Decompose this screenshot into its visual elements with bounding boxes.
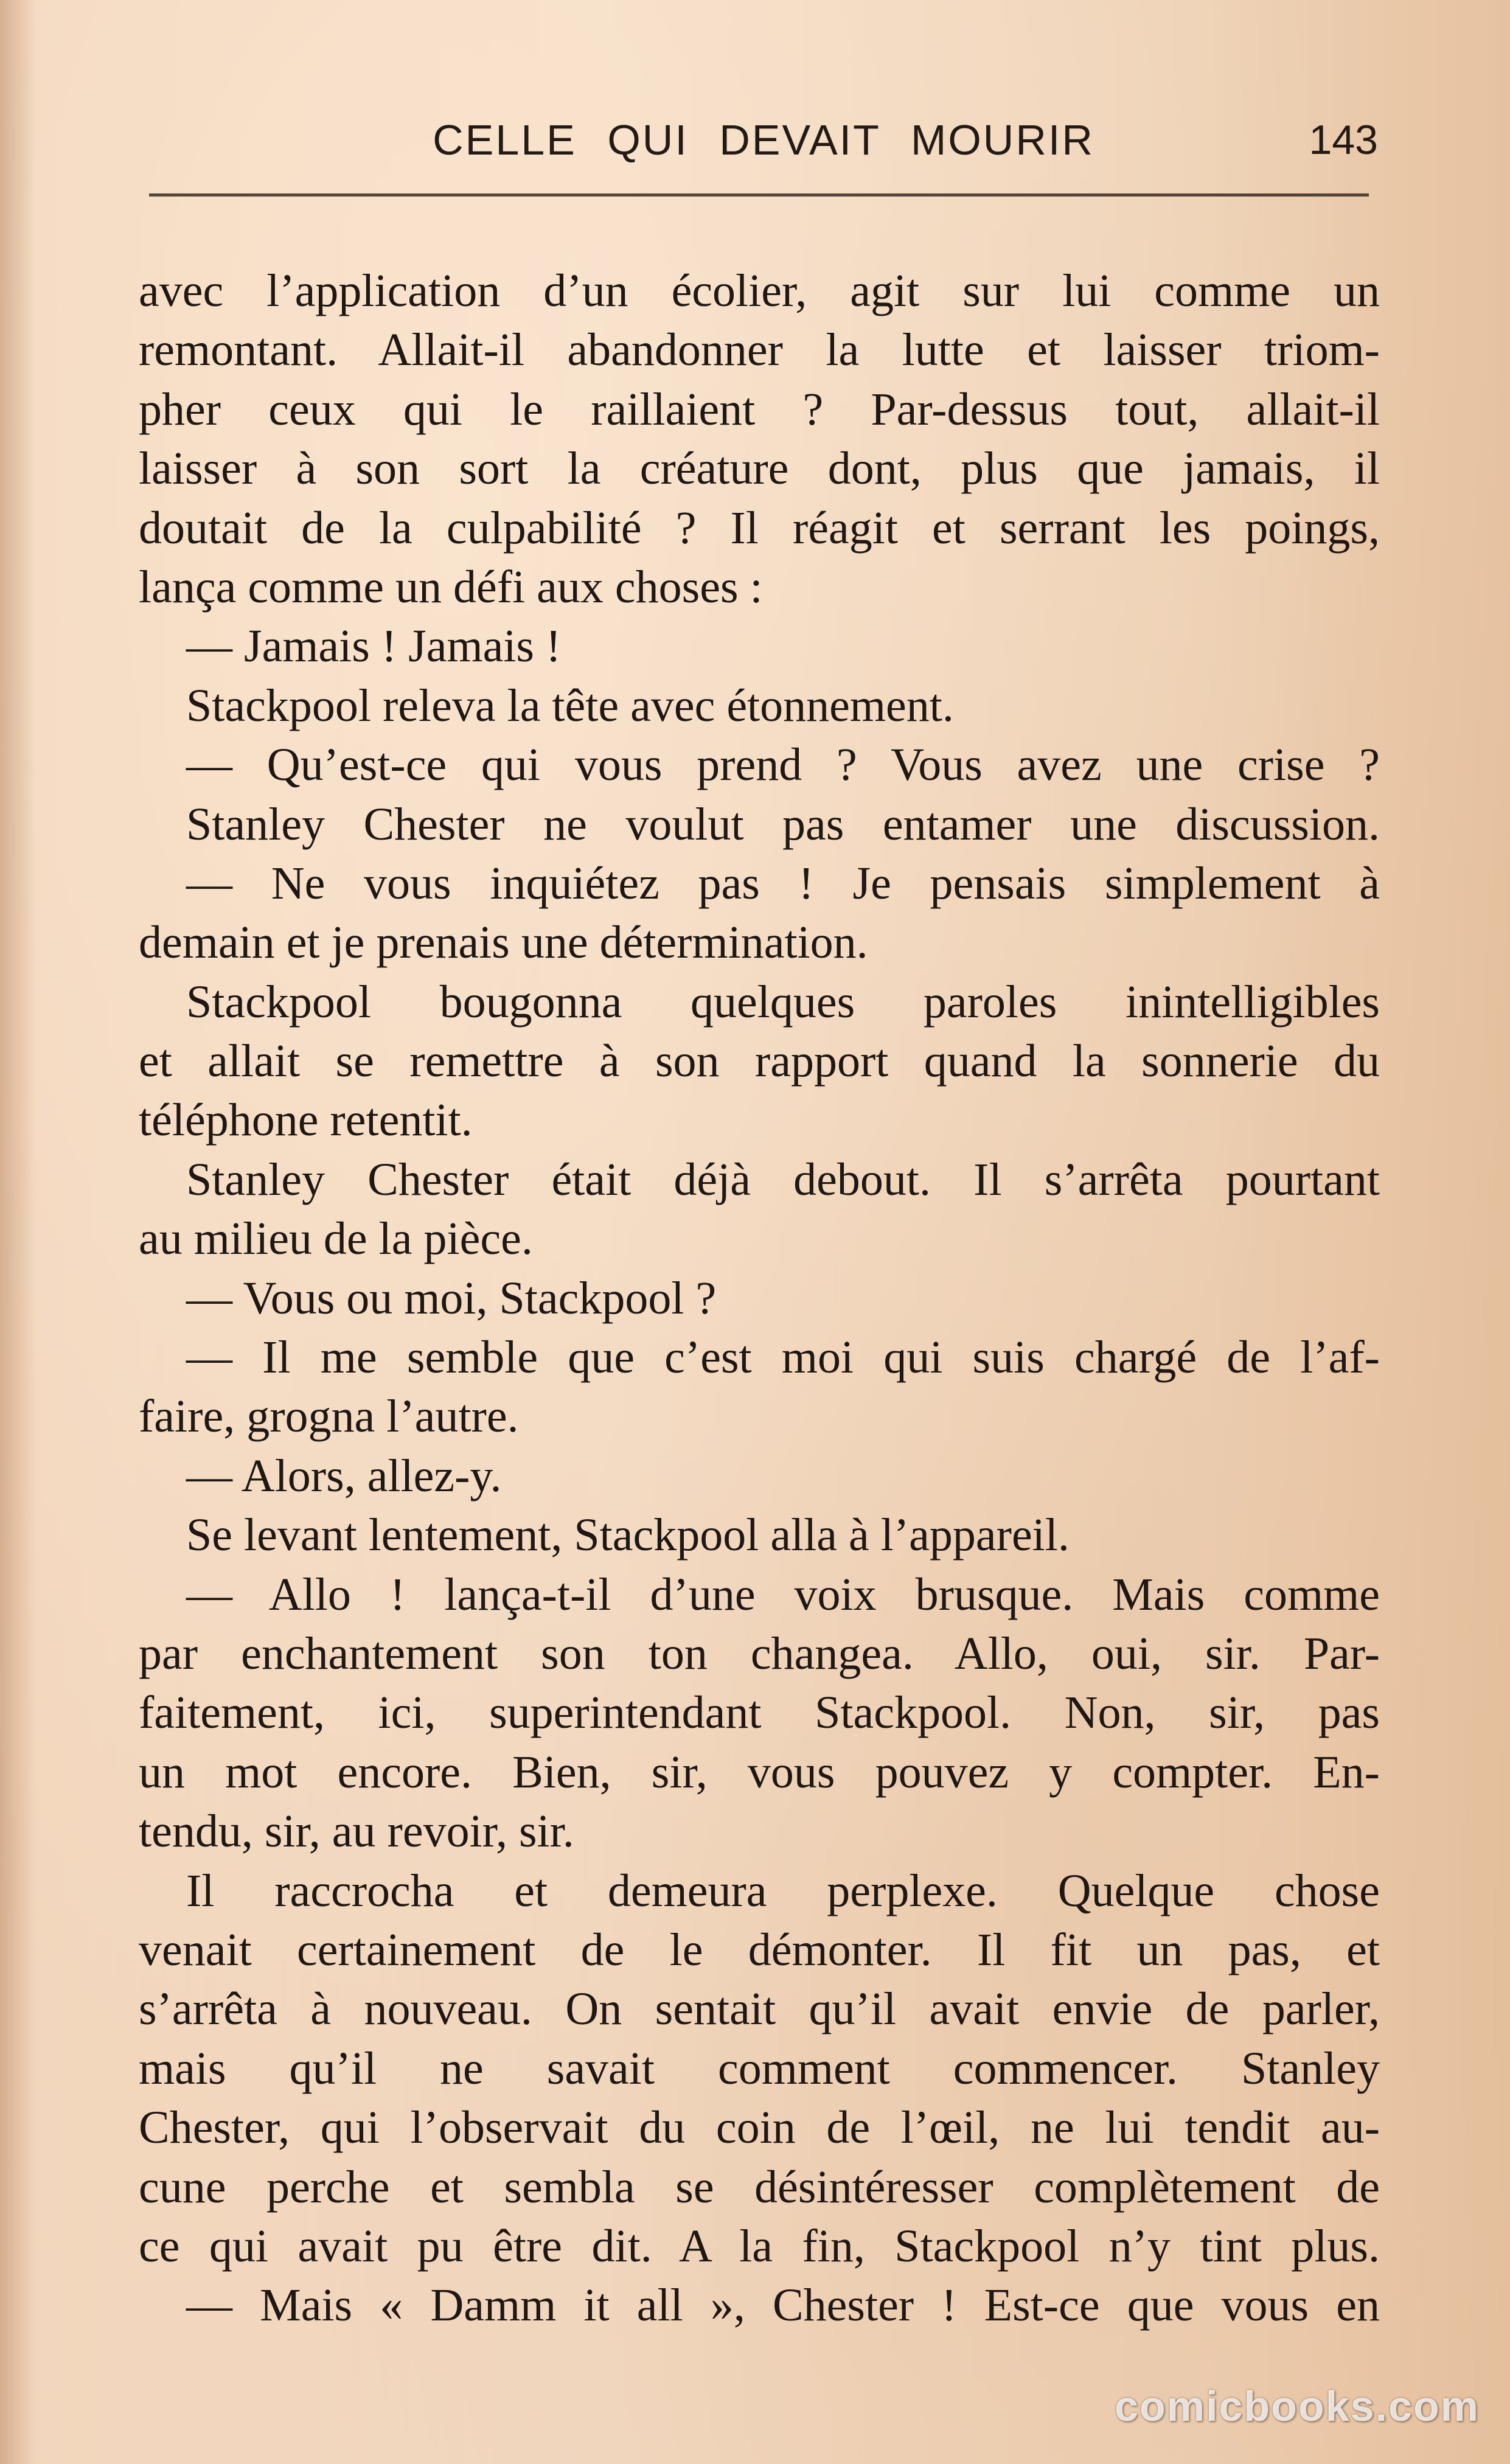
- text-line: Stanley Chester ne voulut pas entamer une discussion.: [186, 798, 1380, 850]
- text-line: tendu, sir, au revoir, sir.: [139, 1806, 574, 1857]
- text-line: Stackpool releva la tête avec étonnement.: [186, 680, 954, 731]
- text-line: lança comme un défi aux choses :: [139, 561, 763, 613]
- text-line: avec l’application d’un écolier, agit sur lui comme un: [139, 265, 1380, 316]
- text-line: et allait se remettre à son rapport quand la sonnerie du: [139, 1035, 1380, 1087]
- text-line: — Vous ou moi, Stackpool ?: [186, 1272, 717, 1324]
- site-watermark: comicbooks.com: [1115, 2382, 1480, 2430]
- page-edge-shadow: [0, 0, 37, 2464]
- text-line: — Il me semble que c’est moi qui suis chargé de l’af-: [186, 1332, 1380, 1383]
- text-line: laisser à son sort la créature dont, plus que jamais, il: [139, 443, 1380, 495]
- text-line: — Mais « Damm it all », Chester ! Est-ce que vous en: [186, 2280, 1380, 2331]
- text-line: — Qu’est-ce qui vous prend ? Vous avez une crise ?: [186, 739, 1380, 791]
- header-rule: [149, 193, 1369, 197]
- text-line: mais qu’il ne savait comment commencer. Stanley: [139, 2042, 1380, 2094]
- text-line: ce qui avait pu être dit. A la fin, Stackpool n’y tint plus.: [139, 2220, 1380, 2272]
- text-line: doutait de la culpabilité ? Il réagit et serrant les poings,: [139, 502, 1380, 554]
- text-line: Se levant lentement, Stackpool alla à l’appareil.: [186, 1509, 1070, 1561]
- page-number: 143: [1309, 117, 1378, 163]
- text-line: remontant. Allait-il abandonner la lutte et laisser triom-: [139, 324, 1380, 376]
- text-line: — Alors, allez-y.: [186, 1450, 502, 1502]
- text-line: faire, grogna l’autre.: [139, 1391, 519, 1443]
- text-line: demain et je prenais une détermination.: [139, 917, 868, 969]
- text-line: Stackpool bougonna quelques paroles inintelligibles: [186, 976, 1380, 1028]
- running-title: CELLE QUI DEVAIT MOURIR: [433, 116, 1094, 164]
- text-line: venait certainement de le démonter. Il fit un pas, et: [139, 1924, 1380, 1975]
- text-line: — Ne vous inquiétez pas ! Je pensais simplement à: [186, 857, 1380, 909]
- text-line: — Jamais ! Jamais !: [186, 621, 562, 672]
- text-line: s’arrêta à nouveau. On sentait qu’il avait envie de parler,: [139, 1983, 1380, 2035]
- page-header: [149, 113, 1378, 167]
- text-line: Il raccrocha et demeura perplexe. Quelque chose: [186, 1865, 1380, 1916]
- body-text: [139, 262, 1380, 2336]
- text-line: Chester, qui l’observait du coin de l’œil, ne lui tendit au-: [139, 2102, 1380, 2154]
- text-line: Stanley Chester était déjà debout. Il s’arrêta pourtant: [186, 1154, 1380, 1205]
- text-line: cune perche et sembla se désintéresser complètement de: [139, 2161, 1380, 2213]
- text-line: téléphone retentit.: [139, 1095, 473, 1146]
- text-line: un mot encore. Bien, sir, vous pouvez y compter. En-: [139, 1746, 1380, 1798]
- text-line: au milieu de la pièce.: [139, 1213, 533, 1265]
- text-line: faitement, ici, superintendant Stackpool. Non, sir, pas: [139, 1687, 1380, 1739]
- text-line: — Allo ! lança-t-il d’une voix brusque. Mais comme: [186, 1568, 1380, 1620]
- text-line: pher ceux qui le raillaient ? Par-dessus tout, allait-il: [139, 383, 1380, 435]
- text-line: par enchantement son ton changea. Allo, oui, sir. Par-: [139, 1627, 1380, 1679]
